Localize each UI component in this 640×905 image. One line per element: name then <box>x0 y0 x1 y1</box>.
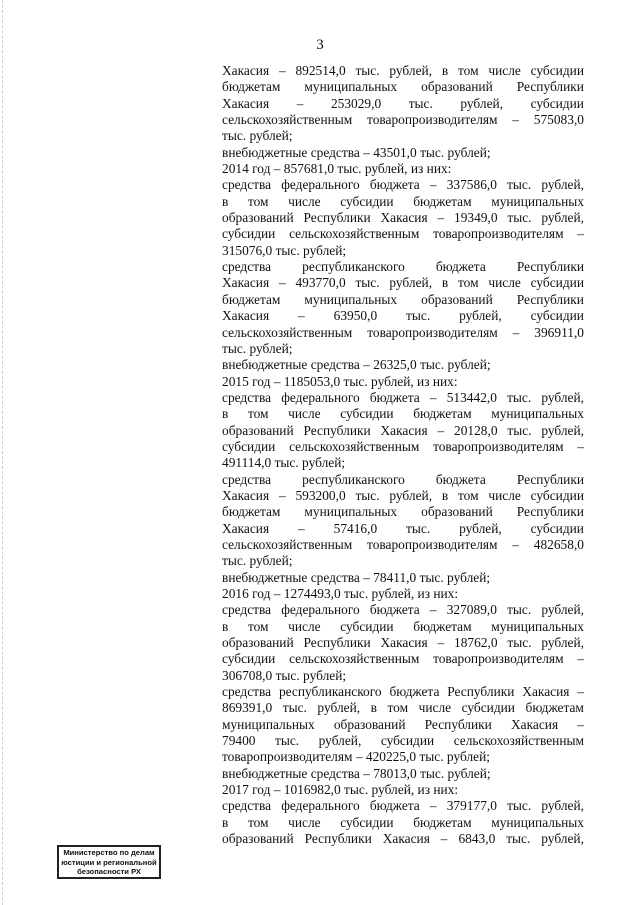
text-word: тыс. <box>282 700 307 716</box>
text-word: тыс. <box>507 177 532 193</box>
text-word: рублей, <box>459 308 502 324</box>
text-line <box>222 749 584 765</box>
text-word: – <box>512 112 519 128</box>
text-word: муниципальных <box>304 504 398 520</box>
text-line <box>222 537 584 553</box>
text-line <box>222 63 584 79</box>
text-line <box>222 308 584 324</box>
text-word: рублей, <box>389 275 433 291</box>
text-word: – <box>577 651 584 667</box>
text-word: внебюджетные средства – 78411,0 тыс. рублей; <box>222 569 491 585</box>
text-line <box>222 766 584 782</box>
text-word: числе <box>288 193 321 209</box>
text-word: Хакасия <box>222 63 270 78</box>
text-word: рублей, <box>541 177 584 193</box>
text-word: бюджета <box>435 259 486 275</box>
text-word: Хакасия <box>222 487 270 503</box>
text-word: субсидии <box>340 814 394 830</box>
text-word: – <box>296 95 304 111</box>
text-word: федерального <box>281 602 360 618</box>
text-word: рублей, <box>389 487 433 503</box>
text-word: рублей, <box>389 63 433 78</box>
text-word: бюджетам <box>222 291 281 307</box>
text-word: республиканского <box>278 684 382 700</box>
text-word: – <box>429 389 437 405</box>
text-word: 491114,0 тыс. рублей; <box>222 455 346 471</box>
text-word: внебюджетные средства – 78013,0 тыс. рублей; <box>222 765 491 781</box>
text-line <box>222 243 584 259</box>
text-word: в <box>441 275 449 291</box>
text-word: бюджетам <box>222 79 281 95</box>
text-line <box>222 782 584 798</box>
text-word: муниципальных <box>491 814 584 830</box>
text-word: 379177,0 <box>446 798 497 814</box>
text-word: 2016 год – 1274493,0 тыс. рублей, из них: <box>222 586 459 601</box>
text-word: средства <box>222 389 272 405</box>
text-word: Республики <box>303 422 371 438</box>
text-word: 869391,0 <box>222 700 273 716</box>
text-word: 20128,0 <box>454 422 498 438</box>
text-line <box>222 259 584 275</box>
text-word: субсидии <box>340 618 394 634</box>
text-word: товаропроизводителям – 420225,0 тыс. рублей; <box>222 749 490 765</box>
text-word: республиканского <box>302 259 405 275</box>
text-word: образований <box>222 635 294 651</box>
text-word: – <box>512 536 519 552</box>
text-word: товаропроизводителям <box>433 651 564 667</box>
text-word: рублей, <box>317 700 361 716</box>
text-word: субсидии <box>461 700 515 716</box>
text-word: – <box>440 831 448 847</box>
text-word: бюджета <box>369 389 420 405</box>
text-word: средства <box>222 471 272 487</box>
text-word: в <box>222 406 229 422</box>
text-word: Республики <box>304 831 372 847</box>
text-word: – <box>298 520 305 536</box>
text-word: тыс. <box>406 308 431 324</box>
text-line <box>222 177 584 193</box>
text-word: 327089,0 <box>446 602 497 618</box>
text-line <box>222 423 584 439</box>
text-word: 493770,0 <box>295 275 346 291</box>
text-line <box>222 96 584 112</box>
text-word: Республики <box>303 210 371 226</box>
text-word: тыс. <box>355 275 380 291</box>
text-word: республиканского <box>302 471 405 487</box>
text-word: Хакасия <box>382 831 430 847</box>
text-word: 593200,0 <box>295 487 346 503</box>
text-word: числе <box>488 275 521 291</box>
text-word: том <box>457 63 479 78</box>
text-word: – <box>429 602 437 618</box>
text-word: Хакасия <box>222 95 270 111</box>
text-word: товаропроизводителям <box>367 112 498 128</box>
text-line <box>222 210 584 226</box>
text-word: муниципальных <box>222 716 315 732</box>
text-word: внебюджетные средства – 26325,0 тыс. рублей; <box>222 357 491 373</box>
text-word: бюджета <box>389 684 440 700</box>
text-word: рублей, <box>541 422 584 438</box>
text-line <box>222 79 584 95</box>
text-word: 19349,0 <box>454 210 498 226</box>
document-body <box>222 63 584 848</box>
text-word: субсидии <box>222 651 276 667</box>
text-word: 513442,0 <box>446 389 497 405</box>
text-word: сельскохозяйственным <box>289 438 420 454</box>
text-word: товаропроизводителям <box>433 438 564 454</box>
text-word: Республики <box>516 79 584 95</box>
text-word: образований <box>222 831 294 847</box>
text-word: Республики <box>447 684 515 700</box>
text-word: Хакасия <box>380 635 428 651</box>
text-word: бюджетам <box>222 504 281 520</box>
text-word: субсидии <box>340 406 394 422</box>
text-word: 396911,0 <box>534 324 584 340</box>
text-word: субсидии <box>340 193 394 209</box>
text-line <box>222 439 584 455</box>
text-word: бюджета <box>369 602 420 618</box>
text-word: Хакасия <box>522 684 570 700</box>
text-word: тыс. рублей; <box>222 553 293 569</box>
text-word: числе <box>488 63 521 78</box>
text-word: тыс. <box>507 798 532 814</box>
text-word: тыс. <box>355 63 380 78</box>
text-word: 18762,0 <box>454 635 498 651</box>
text-word: федерального <box>281 798 360 814</box>
text-word: бюджета <box>369 798 420 814</box>
text-line <box>222 145 584 161</box>
text-word: Республики <box>303 635 371 651</box>
text-word: бюджетам <box>413 406 472 422</box>
text-word: товаропроизводителям <box>367 536 498 552</box>
text-word: – <box>278 63 286 78</box>
text-word: средства <box>222 259 272 275</box>
text-word: Республики <box>516 291 584 307</box>
text-word: субсидии <box>530 487 584 503</box>
stamp-line: Министерство по делам <box>63 848 155 857</box>
text-word: 79400 <box>222 733 256 749</box>
text-word: 2017 год – 1016982,0 тыс. рублей, из них: <box>222 782 459 798</box>
text-word: – <box>437 635 445 651</box>
text-word: 57416,0 <box>333 520 378 536</box>
text-word: средства <box>222 798 272 814</box>
text-word: рублей, <box>541 635 584 651</box>
text-word: субсидии <box>530 308 584 324</box>
text-word: образований <box>222 422 294 438</box>
text-word: муниципальных <box>304 79 398 95</box>
text-word: 337586,0 <box>446 177 497 193</box>
text-word: Хакасия <box>380 422 428 438</box>
text-word: 892514,0 <box>295 63 346 78</box>
text-line <box>222 733 584 749</box>
text-word: том <box>387 700 409 716</box>
text-word: рублей, <box>541 798 584 814</box>
text-word: тыс. <box>507 389 532 405</box>
text-line <box>222 341 584 357</box>
text-word: тыс. <box>507 422 532 438</box>
text-word: – <box>577 716 584 732</box>
text-word: 2015 год – 1185053,0 тыс. рублей, из них: <box>222 373 458 389</box>
text-word: том <box>247 406 269 422</box>
scan-edge <box>2 0 3 905</box>
text-line <box>222 275 584 291</box>
text-line <box>222 635 584 651</box>
text-word: в <box>441 487 449 503</box>
text-line <box>222 112 584 128</box>
text-word: внебюджетные средства – 43501,0 тыс. рублей; <box>222 144 491 160</box>
text-line <box>222 619 584 635</box>
text-word: бюджетам <box>525 700 584 716</box>
text-word: в <box>222 618 229 634</box>
text-word: муниципальных <box>491 406 584 422</box>
text-word: муниципальных <box>304 291 398 307</box>
text-line <box>222 684 584 700</box>
text-word: числе <box>288 406 321 422</box>
text-line <box>222 226 584 242</box>
text-word: тыс. <box>408 95 433 111</box>
text-word: тыс. <box>507 635 532 651</box>
text-word: 315076,0 тыс. рублей; <box>222 242 347 258</box>
text-word: в <box>222 814 229 830</box>
text-word: рублей, <box>460 95 504 111</box>
text-word: числе <box>288 814 321 830</box>
text-word: – <box>437 210 445 226</box>
text-word: числе <box>418 700 452 716</box>
text-word: тыс. <box>506 831 531 847</box>
text-word: – <box>298 308 305 324</box>
text-word: муниципальных <box>491 193 584 209</box>
text-word: бюджета <box>435 471 486 487</box>
text-word: бюджетам <box>413 618 472 634</box>
text-word: тыс. рублей; <box>222 128 293 144</box>
text-word: тыс. <box>507 602 532 618</box>
text-word: Республики <box>424 716 492 732</box>
text-word: Хакасия <box>222 275 270 291</box>
text-word: средства <box>222 177 272 193</box>
text-word: Республики <box>516 504 584 520</box>
text-word: тыс. <box>406 520 431 536</box>
text-word: средства <box>222 684 272 700</box>
text-word: – <box>577 684 584 700</box>
text-line <box>222 798 584 814</box>
text-word: в <box>370 700 377 716</box>
text-line <box>222 128 584 144</box>
text-word: субсидии <box>530 520 584 536</box>
text-line <box>222 455 584 471</box>
text-line <box>222 292 584 308</box>
text-word: субсидии <box>530 63 584 78</box>
text-word: тыс. <box>355 487 380 503</box>
text-line <box>222 651 584 667</box>
text-word: сельскохозяйственным <box>222 112 353 128</box>
text-line <box>222 815 584 831</box>
text-line <box>222 325 584 341</box>
text-word: – <box>577 226 584 242</box>
text-word: сельскохозяйственным <box>222 324 353 340</box>
text-line <box>222 161 584 177</box>
text-word: 6843,0 <box>458 831 496 847</box>
text-word: том <box>247 193 269 209</box>
text-word: субсидии <box>530 275 584 291</box>
text-word: – <box>429 798 437 814</box>
text-word: рублей, <box>541 602 584 618</box>
text-line <box>222 586 584 602</box>
registration-stamp <box>57 845 161 879</box>
text-line <box>222 553 584 569</box>
text-word: рублей, <box>318 733 362 749</box>
text-word: субсидии <box>530 95 584 111</box>
text-word: муниципальных <box>491 618 584 634</box>
text-word: федерального <box>281 389 360 405</box>
text-word: Республики <box>516 471 584 487</box>
text-word: образований <box>222 210 294 226</box>
text-word: в <box>222 193 229 209</box>
text-line <box>222 472 584 488</box>
text-word: тыс. <box>507 210 532 226</box>
text-word: 575083,0 <box>533 112 584 128</box>
text-word: бюджета <box>369 177 420 193</box>
text-word: образований <box>421 79 493 95</box>
text-word: Хакасия <box>222 308 270 324</box>
text-word: том <box>247 618 269 634</box>
text-word: Хакасия <box>510 716 559 732</box>
stamp-line: безопасности РХ <box>77 867 141 877</box>
text-word: Хакасия <box>222 520 270 536</box>
text-word: – <box>429 177 437 193</box>
text-line <box>222 390 584 406</box>
text-word: Хакасия <box>380 210 428 226</box>
text-word: тыс. рублей; <box>222 340 293 356</box>
text-word: рублей, <box>541 831 584 847</box>
text-word: том <box>457 275 479 291</box>
text-word: – <box>437 422 445 438</box>
text-line <box>222 700 584 716</box>
text-word: том <box>457 487 479 503</box>
text-line <box>222 374 584 390</box>
text-word: сельскохозяйственным <box>289 651 420 667</box>
text-word: числе <box>288 618 321 634</box>
text-word: числе <box>488 487 521 503</box>
text-word: образований <box>421 504 493 520</box>
text-line <box>222 570 584 586</box>
text-word: рублей, <box>541 210 584 226</box>
text-word: сельскохозяйственным <box>453 733 584 749</box>
text-word: образований <box>421 291 493 307</box>
text-word: 482658,0 <box>533 536 584 552</box>
text-word: образований <box>333 716 406 732</box>
text-word: товаропроизводителям <box>367 324 498 340</box>
text-word: средства <box>222 602 272 618</box>
text-word: субсидии <box>380 733 435 749</box>
text-line <box>222 602 584 618</box>
text-word: субсидии <box>222 438 276 454</box>
text-word: – <box>512 324 520 340</box>
text-word: субсидии <box>222 226 276 242</box>
text-line <box>222 717 584 733</box>
text-word: сельскохозяйственным <box>289 226 420 242</box>
text-word: в <box>441 63 449 78</box>
text-word: бюджетам <box>413 193 472 209</box>
text-word: рублей, <box>459 520 502 536</box>
text-line <box>222 194 584 210</box>
text-word: тыс. <box>275 733 300 749</box>
text-line <box>222 668 584 684</box>
text-line <box>222 831 584 847</box>
text-word: бюджетам <box>413 814 472 830</box>
text-word: 63950,0 <box>333 308 378 324</box>
text-word: Республики <box>516 259 584 275</box>
stamp-line: юстиции и региональной <box>61 857 157 867</box>
text-line <box>222 406 584 422</box>
text-line <box>222 357 584 373</box>
text-word: сельскохозяйственным <box>222 536 353 552</box>
text-line <box>222 521 584 537</box>
text-word: рублей, <box>541 389 584 405</box>
text-word: 306708,0 тыс. рублей; <box>222 667 347 683</box>
text-word: – <box>278 487 286 503</box>
text-word: товаропроизводителям <box>433 226 564 242</box>
text-word: 253029,0 <box>330 95 382 111</box>
page-number: 3 <box>316 37 324 53</box>
text-line <box>222 504 584 520</box>
text-word: том <box>247 814 269 830</box>
text-line <box>222 488 584 504</box>
text-word: – <box>577 438 584 454</box>
text-word: 2014 год – 857681,0 тыс. рублей, из них: <box>222 161 452 177</box>
text-word: – <box>278 275 286 291</box>
text-word: федерального <box>281 177 360 193</box>
